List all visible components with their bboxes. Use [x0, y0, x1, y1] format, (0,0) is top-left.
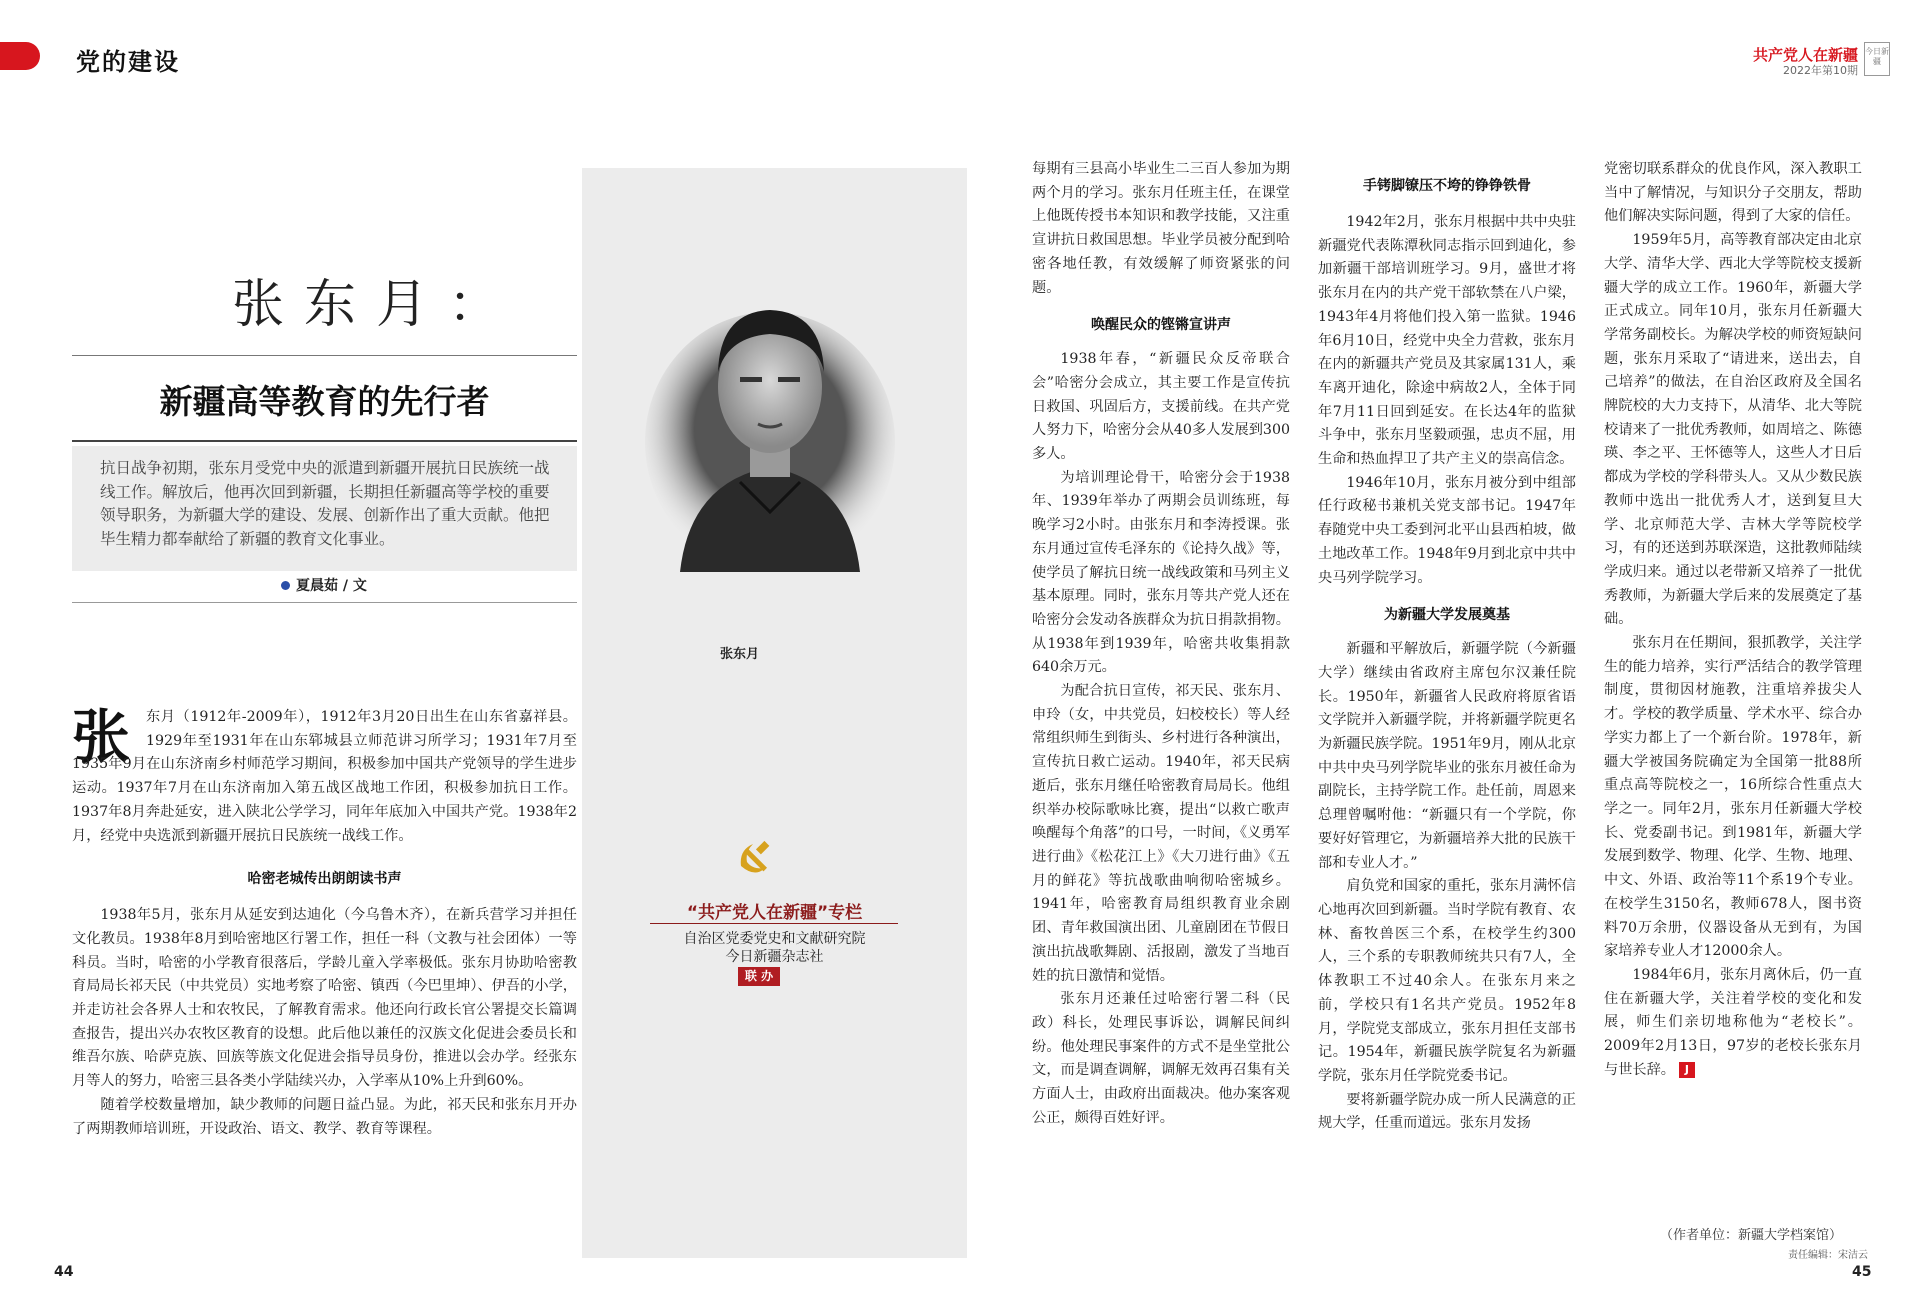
article-title: 张东月：	[232, 275, 521, 335]
article-author: 夏晨茹 / 文	[296, 578, 367, 594]
col1-paragraph-2: 1938年5月，张东月从延安到达迪化（今乌鲁木齐），在新兵营学习并担任文化教员。1938年8月到哈密地区行署工作，担任一科（文教与社会团体）一等科员。当时，哈密的小学教育很落后，学龄儿童入学率极低。张东月协助哈密教育局局长祁天民（中共党员）实地考察了哈密、镇西（今巴里坤）、伊吾的小学，并走访社会各界人士和农牧民，了解教育需求。他还向行政长官公署提交长篇调查报告，提出兴办农牧区教育的设想。此后他以兼任的汉族文化促进会委员长和维吾尔族、哈萨克族、回族等族文化促进会指导员身份，推进以会办学。经张东月等人的努力，哈密三县各类小学陆续兴办，入学率从10%上升到60%。	[72, 907, 577, 1090]
col2-paragraph-5: 张东月还兼任过哈密行署二科（民政）科长，处理民事诉讼，调解民间纠纷。他处理民事案件的方式不是坐堂批公文，而是调查调解，调解无效再召集有关方面人士，由政府出面裁决。他办案客观公正，颇得百姓好评。	[1032, 991, 1290, 1126]
col3-paragraph-5: 要将新疆学院办成一所人民满意的正规大学，任重而道远。张东月发扬	[1318, 1091, 1576, 1132]
drop-cap: 张	[72, 703, 131, 771]
column-4	[1604, 158, 1862, 1082]
section-tab-marker	[0, 42, 40, 70]
col2-paragraph-4: 为配合抗日宣传，祁天民、张东月、申玲（女，中共党员，妇校校长）等人经常组织师生到街头、乡村进行各种演出，宣传抗日救亡运动。1940年，祁天民病逝后，张东月继任哈密教育局局长。他组织举办校际歌咏比赛，提出“以救亡歌声唤醒每个角落”的口号，一时间，《义勇军进行曲》《松花江上》《大刀进行曲》《五月的鲜花》等抗战歌曲响彻哈密城乡。1941年，哈密教育局组织教育业余剧团、青年救国演出团、儿童剧团在节假日演出抗战歌舞剧、活报剧，激发了当地百姓的抗日激情和觉悟。	[1032, 683, 1290, 984]
column-org-1: 自治区党委党史和文献研究院	[683, 931, 866, 947]
col2-paragraph-3: 为培训理论骨干，哈密分会于1938年、1939年举办了两期会员训练班，每晚学习2小时。由张东月和李涛授课。张东月通过宣传毛泽东的《论持久战》等，使学员了解抗日统一战线政策和马列主义基本原理。同时，张东月等共产党人还在哈密分会发动各族群众为抗日捐款捐物。从1938年到1939年，哈密共收集捐款640余万元。	[1032, 469, 1290, 676]
party-emblem-icon	[733, 838, 775, 880]
joint-badge: 联 办	[738, 967, 780, 986]
col4-paragraph-1: 党密切联系群众的优良作风，深入教职工当中了解情况，与知识分子交朋友，帮助他们解决实际问题，得到了大家的信任。	[1604, 161, 1862, 225]
article-intro: 抗日战争初期，张东月受党中央的派遣到新疆开展抗日民族统一战线工作。解放后，他再次回到新疆，长期担任新疆高等学校的重要领导职务，为新疆大学的建设、发展、创新作出了重大贡献。他把毕生精力都奉献给了新疆的教育文化事业。	[100, 459, 550, 548]
author-bullet-icon	[281, 581, 290, 590]
magazine-title: 共产党人在新疆	[1752, 46, 1858, 64]
magazine-logo: 今日新疆	[1864, 42, 1890, 76]
col3-subheading-2: 为新疆大学发展奠基	[1384, 607, 1510, 624]
column-1-text	[72, 703, 577, 1141]
responsible-editor: 责任编辑：宋洁云	[1788, 1250, 1868, 1261]
col3-paragraph-4: 肩负党和国家的重托，张东月满怀信心地再次回到新疆。当时学院有教育、农林、畜牧兽医三个系，在校学生约300人，三个系的专职教师统共只有7人，全体教职工不过40余人。在张东月来之前，学校只有1名共产党员。1952年8月，学院党支部成立，张东月担任支部书记。1954年，新疆民族学院复名为新疆学院，张东月任学院党委书记。	[1318, 878, 1576, 1084]
col4-paragraph-4: 1984年6月，张东月离休后，仍一直住在新疆大学，关注着学校的变化和发展，师生们亲切地称他为“老校长”。2009年2月13日，97岁的老校长张东月与世长辞。 J	[1604, 966, 1862, 1078]
col2-paragraph-1: 每期有三县高小毕业生二三百人参加为期两个月的学习。张东月任班主任，在课堂上他既传授书本知识和教学技能，又注重宣讲抗日救国思想。毕业学员被分配到哈密各地任教，有效缓解了师资紧张的问题。	[1032, 161, 1290, 296]
col3-paragraph-2: 1946年10月，张东月被分到中组部任行政秘书兼机关党支部书记。1947年春随党中央工委到河北平山县西柏坡，做土地改革工作。1948年9月到北京中共中央马列学院学习。	[1318, 474, 1576, 586]
page-number-left: 44	[54, 1264, 74, 1280]
article-end-mark: J	[1679, 1062, 1695, 1078]
page-number-right: 45	[1852, 1264, 1872, 1280]
col1-paragraph-3: 随着学校数量增加，缺少教师的问题日益凸显。为此，祁天民和张东月开办了两期教师培训班，开设政治、语文、教学、教育等课程。	[72, 1096, 577, 1137]
column-name-rule	[650, 923, 898, 924]
author-divider	[72, 602, 577, 603]
col3-subheading-1: 手铐脚镣压不垮的铮铮铁骨	[1363, 178, 1531, 194]
column-name: “共产党人在新疆”专栏	[686, 903, 863, 923]
col2-subheading-1: 唤醒民众的铿锵宣讲声	[1091, 317, 1231, 334]
col2-paragraph-2: 1938年春，“新疆民众反帝联合会”哈密分会成立，其主要工作是宣传抗日救国、巩固后方，支援前线。在共产党人努力下，哈密分会从40多人发展到300多人。	[1032, 351, 1290, 463]
col4-paragraph-3: 张东月在任期间，狠抓教学，关注学生的能力培养，实行严活结合的教学管理制度，贯彻因材施教，注重培养拔尖人才。学校的教学质量、学术水平、综合办学实力都上了一个新台阶。1978年，新疆大学被国务院确定为全国第一批88所重点高等院校之一，16所综合性重点大学之一。同年2月，张东月任新疆大学校长、党委副书记。到1981年，新疆大学发展到数学、物理、化学、生物、地理、中文、外语、政治等11个系19个专业。在校学生3150名，教师678人，图书资料70万余册，仪器设备从无到有，为国家培养专业人才12000余人。	[1604, 635, 1862, 960]
column-org-2: 今日新疆杂志社	[725, 949, 824, 965]
col4-paragraph-2: 1959年5月，高等教育部决定由北京大学、清华大学、西北大学等院校支援新疆大学的成立工作。1960年，新疆大学正式成立。同年10月，张东月任新疆大学常务副校长。为解决学校的师资短缺问题，张东月采取了“请进来，送出去，自己培养”的做法，在自治区政府及全国名牌院校的大力支持下，从清华、北大等院校请来了一批优秀教师，如周培之、陈德瑛、李之平、王怀德等人，这些人才日后都成为学校的学科带头人。又从少数民族教师中选出一批优秀人才，送到复旦大学、北京师范大学、吉林大学等院校学习，有的还送到苏联深造，这批教师陆续学成归来。通过以老带新又培养了一批优秀教师，为新疆大学后来的发展奠定了基础。	[1604, 232, 1862, 628]
col3-paragraph-1: 1942年2月，张东月根据中共中央驻新疆党代表陈潭秋同志指示回到迪化，参加新疆干部培训班学习。9月，盛世才将张东月在内的共产党干部软禁在八户梁，1943年4月将他们投入第一监狱。1946年6月10日，经党中央全力营救，张东月在内的新疆共产党员及其家属131人，乘车离开迪化，除途中病故2人，全体于同年7月11日回到延安。在长达4年的监狱斗争中，张东月坚毅顽强，忠贞不屈，用生命和热血捍卫了共产主义的崇高信念。	[1318, 214, 1576, 468]
photo-caption: 张东月	[720, 647, 760, 662]
column-3	[1318, 175, 1576, 1136]
col3-paragraph-3: 新疆和平解放后，新疆学院（今新疆大学）继续由省政府主席包尔汉兼任院长。1950年，新疆省人民政府将原省语文学院并入新疆学院，并将新疆学院更名为新疆民族学院。1951年9月，刚从北京中共中央马列学院毕业的张东月被任命为副院长，主持学院工作。赴任前，周恩来总理曾嘱咐他：“新疆只有一个学院，你要好好管理它，为新疆培养大批的民族干部和专业人才。”	[1318, 641, 1576, 871]
author-affiliation: （作者单位：新疆大学档案馆）	[1660, 1228, 1843, 1243]
col1-paragraph-1: 东月（1912年-2009年），1912年3月20日出生在山东省嘉祥县。1929年至1931年在山东郓城县立师范讲习所学习；1931年7月至1935年9月在山东济南乡村师范学习期间，积极参加中国共产党领导的学生进步运动。1937年7月在山东济南加入第五战区战地工作团，积极参加抗日工作。1937年8月奔赴延安，进入陕北公学学习，同年年底加入中国共产党。1938年2月，经党中央选派到新疆开展抗日民族统一战线工作。	[72, 709, 577, 844]
col1-subheading-1: 哈密老城传出朗朗读书声	[247, 871, 402, 888]
title-divider	[72, 355, 577, 356]
portrait-photo	[640, 252, 900, 572]
subtitle-divider	[72, 440, 577, 442]
article-subtitle: 新疆高等教育的先行者	[159, 382, 490, 421]
section-title: 党的建设	[76, 47, 180, 76]
issue-number: 2022年第10期	[1783, 64, 1858, 77]
column-2	[1032, 158, 1290, 1130]
